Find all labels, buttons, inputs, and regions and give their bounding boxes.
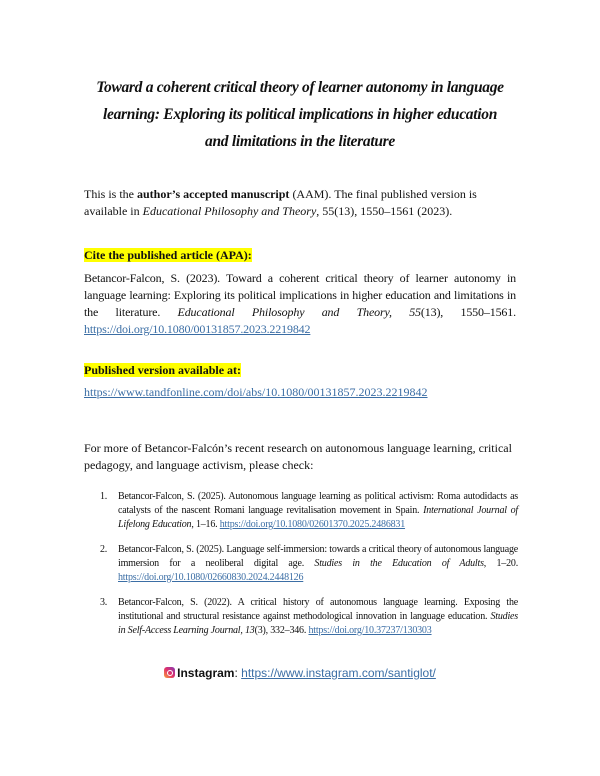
published-url-line [84,384,516,401]
instagram-icon [164,667,175,678]
reference-journal: Studies in Self-Access Learning Journal, 13 [118,611,518,636]
cite-heading [84,247,516,264]
citation-journal: Educational Philosophy and Theory [177,305,390,319]
published-url-link[interactable]: https://www.tandfonline.com/doi/abs/10.1080/00131857.2023.2219842 [84,385,428,399]
list-item [100,490,518,532]
reference-text: Betancor-Falcon, S. (2022). A critical history of autonomous language learning. Exposing the institutional and structural resistance against methodological innovation in language education. [118,597,518,622]
title-line: learning: Exploring its political implications in higher education [102,106,498,123]
more-research-text: For more of Betancor-Falcón’s recent research on autonomous language learning, critical pedagogy, and language activism, please check: [84,441,512,472]
title-line: Toward a coherent critical theory of learner autonomy in language [96,79,504,96]
citation-doi-link[interactable]: https://doi.org/10.1080/00131857.2023.2219842 [84,322,311,336]
reference-text: Betancor-Falcon, S. (2025). Autonomous language learning as political activism: Roma autodidacts as catalysts of the nascent Romani language revitalisation movement in Spain. [118,491,518,516]
cite-heading-text: Cite the published article (APA): [84,248,252,262]
intro-mid: (AAM). The final published version is available in [84,187,477,218]
aam-notice [84,186,516,220]
reference-number: 2. [100,544,108,555]
instagram-line [0,666,600,680]
reference-list [100,490,518,649]
intro-prefix: This is the [84,187,137,201]
reference-pages: , 1–16. [191,519,220,530]
intro-journal: Educational Philosophy and Theory [142,204,317,218]
citation-comma: , [389,305,410,319]
intro-bold: author’s accepted manuscript [137,187,290,201]
intro-suffix: , 55(13), 1550–1561 (2023). [316,204,453,218]
reference-number: 1. [100,491,108,502]
title-line: and limitations in the literature [205,133,395,150]
document-title [70,74,530,155]
reference-journal: Studies in the Education of Adults [314,558,484,569]
instagram-label: Instagram [177,666,235,680]
reference-journal: International Journal of Lifelong Education [118,505,518,530]
list-item [100,543,518,585]
reference-pages: , 1–20. [483,558,519,569]
reference-pages: (3), 332–346. [254,625,309,636]
list-item [100,596,518,638]
reference-doi-link[interactable]: https://doi.org/10.37237/130303 [308,625,432,636]
citation-text: Betancor-Falcon, S. (2023). Toward a coherent critical theory of learner autonomy in language learning: Exploring its political implications in higher education and limitations in the literature. [84,271,516,319]
citation-volume: 55 [409,305,421,319]
published-heading [84,362,516,379]
reference-doi-link[interactable]: https://doi.org/10.1080/02601370.2025.2486831 [219,519,406,530]
instagram-link[interactable]: https://www.instagram.com/santiglot/ [241,666,436,680]
citation [84,270,516,338]
reference-doi-link[interactable]: https://doi.org/10.1080/02660830.2024.2448126 [118,572,304,583]
reference-number: 3. [100,597,108,608]
reference-text: Betancor-Falcon, S. (2025). Language self-immersion: towards a critical theory of autonomous language immersion for a neoliberal digital age. [118,544,518,569]
published-heading-text: Published version available at: [84,363,242,377]
instagram-separator: : [234,666,242,680]
citation-pages: (13), 1550–1561. [420,305,516,319]
